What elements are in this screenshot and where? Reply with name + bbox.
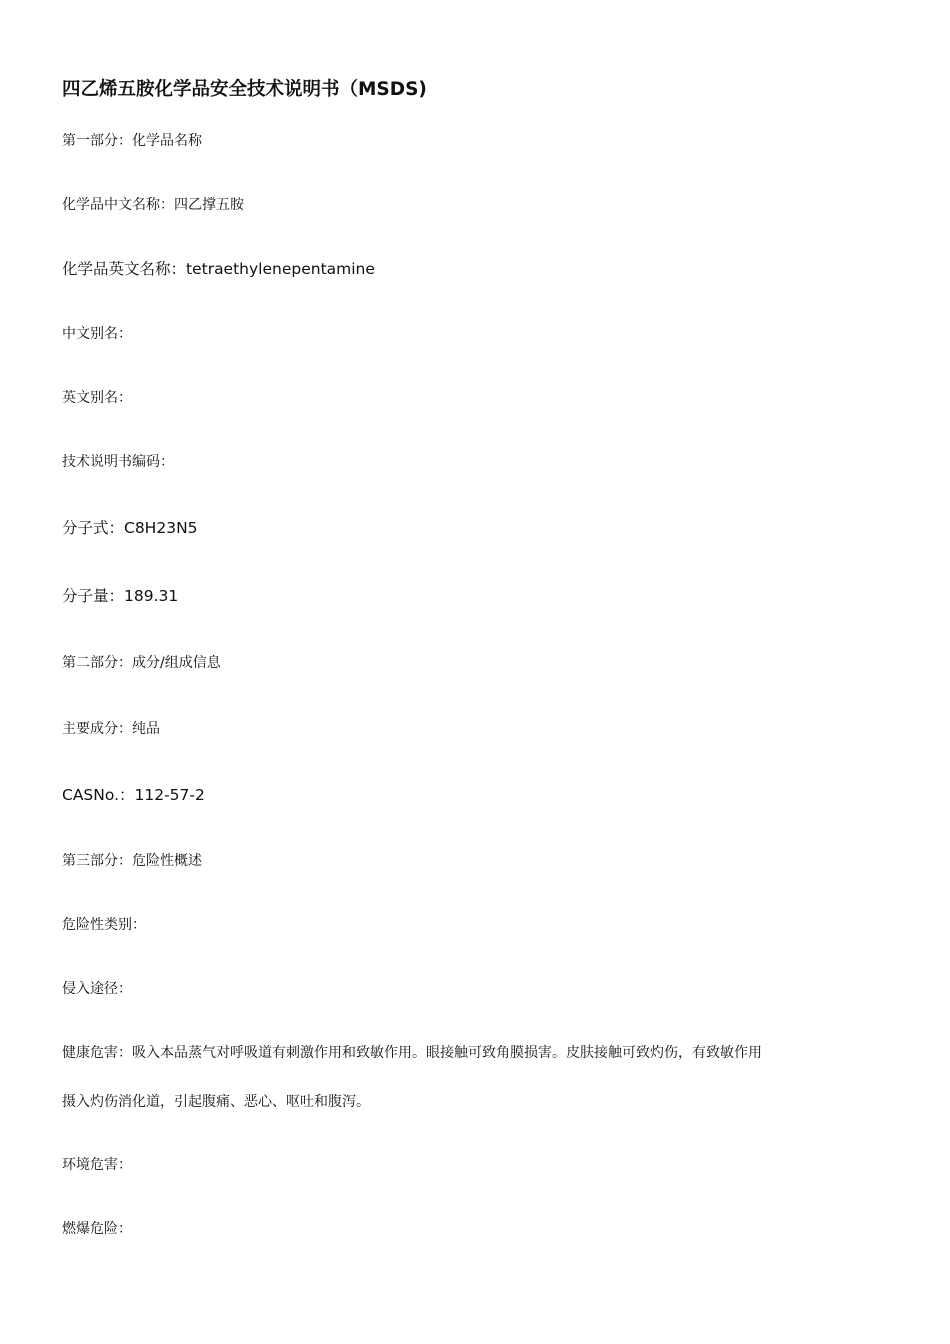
exposure-route-line: 侵入途径： — [62, 981, 132, 997]
section-heading-chemical-name: 第一部分：化学品名称 — [62, 133, 202, 149]
fire-explosion-hazard-line: 燃爆危险： — [62, 1221, 132, 1237]
english-name-line: 化学品英文名称：tetraethylenepentamine — [62, 260, 375, 278]
environmental-hazard-line: 环境危害： — [62, 1157, 132, 1173]
main-component-line: 主要成分：纯品 — [62, 721, 160, 737]
hazard-category-line: 危险性类别： — [62, 917, 146, 933]
health-hazard-continued-line: 摄入灼伤消化道，引起腹痛、恶心、呕吐和腹泻。 — [62, 1094, 370, 1110]
section-heading-composition: 第二部分：成分/组成信息 — [62, 655, 221, 671]
spec-code-line: 技术说明书编码： — [62, 454, 174, 470]
english-alias-line: 英文别名： — [62, 390, 132, 406]
section-heading-hazards: 第三部分：危险性概述 — [62, 853, 202, 869]
chinese-name-line: 化学品中文名称：四乙撑五胺 — [62, 197, 244, 213]
cas-number-line: CASNo.：112-57-2 — [62, 786, 205, 804]
health-hazard-line: 健康危害：吸入本品蒸气对呼吸道有刺激作用和致敏作用。眼接触可致角膜损害。皮肤接触可致灼伤，有致敏作用 — [62, 1045, 762, 1061]
molecular-formula-line: 分子式：C8H23N5 — [62, 519, 198, 537]
chinese-alias-line: 中文别名： — [62, 326, 132, 342]
molecular-weight-line: 分子量：189.31 — [62, 587, 179, 605]
document-title: 四乙烯五胺化学品安全技术说明书（MSDS) — [62, 79, 427, 100]
